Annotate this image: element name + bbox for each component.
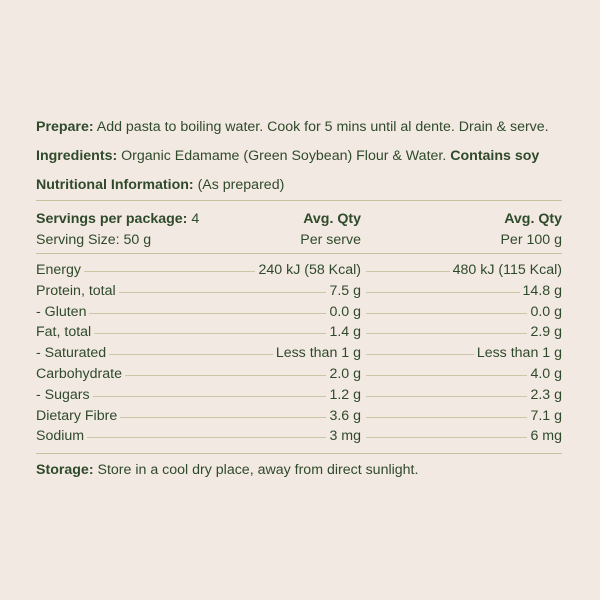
per-serve-value: Less than 1 g <box>273 343 361 364</box>
servings-value: 4 <box>187 211 200 227</box>
nutrition-row <box>36 343 562 364</box>
nutrient-name: Dietary Fibre <box>36 406 120 427</box>
col-avg-qty-serve: Avg. Qty <box>303 211 361 227</box>
per-100g-value: 6 mg <box>527 426 562 447</box>
nutrient-name: Fat, total <box>36 322 94 343</box>
col-per-serve: Per serve <box>300 232 361 248</box>
per-100g-value: 2.9 g <box>527 322 562 343</box>
storage-text: Store in a cool dry place, away from direct sunlight. <box>93 462 419 479</box>
per-serve-value: 3.6 g <box>326 406 361 427</box>
nutrient-name: Carbohydrate <box>36 364 125 385</box>
nutrition-label-panel <box>36 118 562 480</box>
storage-label: Storage: <box>36 462 94 479</box>
col-avg-qty-100: Avg. Qty <box>504 211 562 227</box>
nutrient-name: Sodium <box>36 426 87 447</box>
per-serve-value: 1.2 g <box>326 385 361 406</box>
allergen-statement: Contains soy <box>450 148 540 164</box>
nutrient-name: - Sugars <box>36 385 93 406</box>
per-serve-value: 1.4 g <box>326 322 361 343</box>
per-serve-value: 240 kJ (58 Kcal) <box>255 260 361 281</box>
prepare-label: Prepare: <box>36 119 94 135</box>
per-serve-value: 3 mg <box>326 426 361 447</box>
nutrition-row <box>36 322 562 343</box>
nutrient-name: - Gluten <box>36 302 89 323</box>
nutrition-row <box>36 426 562 447</box>
header-row-2 <box>36 230 562 250</box>
nutrition-heading <box>36 176 562 195</box>
nutrient-name: - Saturated <box>36 343 109 364</box>
servings-per-package <box>36 209 199 229</box>
ingredients-list <box>36 147 562 166</box>
nutrient-name: Energy <box>36 260 84 281</box>
nutrition-row <box>36 260 562 281</box>
per-100g-value: 0.0 g <box>527 302 562 323</box>
nutrition-note: (As prepared) <box>193 177 285 193</box>
nutrient-name: Protein, total <box>36 281 119 302</box>
per-serve-value: 7.5 g <box>326 281 361 302</box>
nutrition-row <box>36 406 562 427</box>
serving-size: Serving Size: 50 g <box>36 232 152 248</box>
col-per-100g: Per 100 g <box>500 232 562 248</box>
nutrition-table-header <box>36 201 562 253</box>
per-100g-value: 480 kJ (115 Kcal) <box>450 260 562 281</box>
per-serve-value: 2.0 g <box>326 364 361 385</box>
servings-label: Servings per package: <box>36 211 188 227</box>
nutrition-table-body <box>36 254 562 447</box>
divider-bottom <box>36 453 562 454</box>
nutrition-row <box>36 302 562 323</box>
per-100g-value: Less than 1 g <box>474 343 562 364</box>
nutrition-row <box>36 385 562 406</box>
ingredients-label: Ingredients: <box>36 148 118 164</box>
per-100g-value: 4.0 g <box>527 364 562 385</box>
per-100g-value: 7.1 g <box>527 406 562 427</box>
nutrition-row <box>36 281 562 302</box>
nutrition-row <box>36 364 562 385</box>
per-100g-value: 14.8 g <box>520 281 562 302</box>
storage-instructions <box>36 461 562 480</box>
ingredients-text: Organic Edamame (Green Soybean) Flour & Water. <box>117 148 451 164</box>
prepare-instructions <box>36 118 562 137</box>
header-row-1 <box>36 209 562 229</box>
per-serve-value: 0.0 g <box>326 302 361 323</box>
per-100g-value: 2.3 g <box>527 385 562 406</box>
nutrition-label: Nutritional Information: <box>36 177 194 193</box>
prepare-text: Add pasta to boiling water. Cook for 5 mins until al dente. Drain & serve. <box>93 119 549 135</box>
